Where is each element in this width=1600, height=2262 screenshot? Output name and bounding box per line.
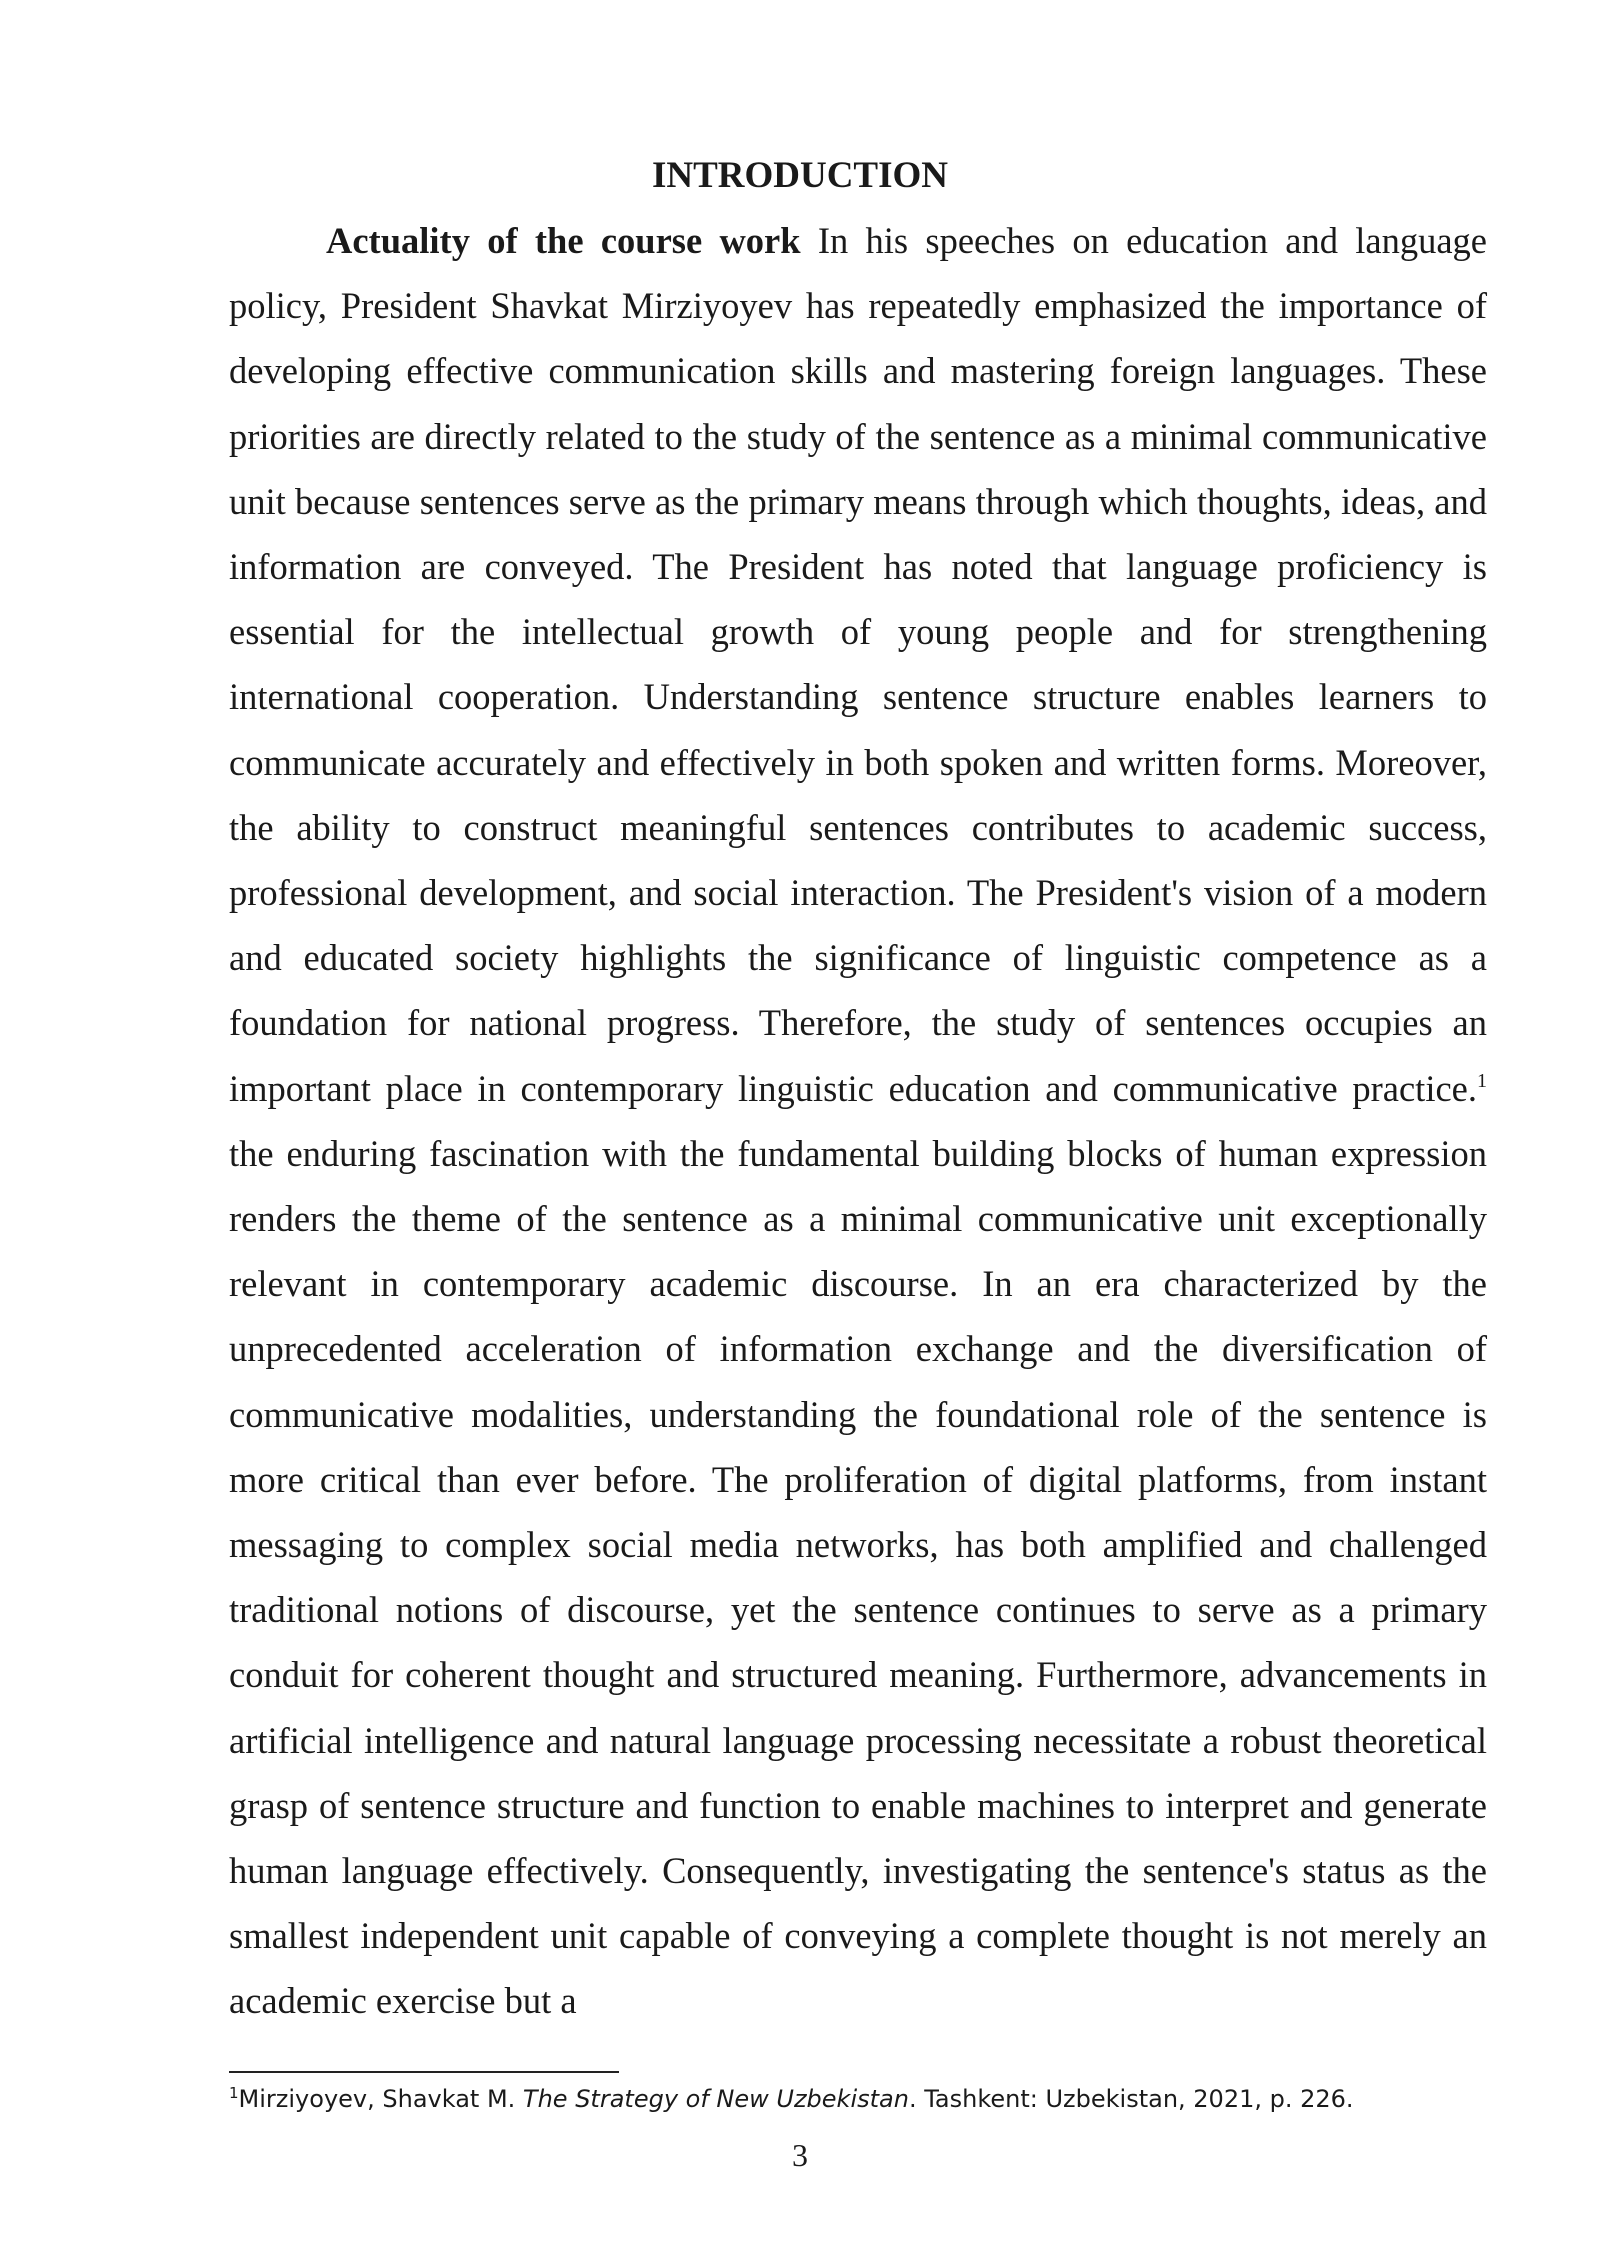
paragraph-text-part1: In his speeches on education and language policy, President Shavkat Mirziyoyev has repeatedly emphasized the importance of developing effective communication skills and mastering foreign languages. These priorities are directly related to the study of the sentence as a minimal communicative unit because sentences serve as the primary means through which thoughts, ideas, and information are conveyed. The President has noted that language proficiency is essential for the intellectual growth of young people and for strengthening international cooperation. Understanding sentence structure enables learners to communicate accurately and effectively in both spoken and written forms. Moreover, the ability to construct meaningful sentences contributes to academic success, professional development, and social interaction. The President's vision of a modern and educated society highlights the significance of linguistic competence as a foundation for national progress. Therefore, the study of sentences occupies an important place in contemporary linguistic education and communicative practice. xyxy=(229,220,1487,1109)
footnote-separator xyxy=(229,2071,619,2073)
footnote-title: The Strategy of New Uzbekistan xyxy=(522,2085,909,2113)
footnote-details: . Tashkent: Uzbekistan, 2021, p. 226. xyxy=(908,2085,1354,2113)
footnote-number: 1 xyxy=(229,2084,239,2102)
paragraph-text-part2: the enduring fascination with the fundamental building blocks of human expression renders the theme of the sentence as a minimal communicative unit exceptionally relevant in contemporary academic discourse. In an era characterized by the unprecedented acceleration of information exchange and the diversification of communicative modalities, understanding the foundational role of the sentence is more critical than ever before. The proliferation of digital platforms, from instant messaging to complex social media networks, has both amplified and challenged traditional notions of discourse, yet the sentence continues to serve as a primary conduit for coherent thought and structured meaning. Furthermore, advancements in artificial intelligence and natural language processing necessitate a robust theoretical grasp of sentence structure and function to enable machines to interpret and generate human language effectively. Consequently, investigating the sentence's status as the smallest independent unit capable of conveying a complete thought is not merely an academic exercise but a xyxy=(229,1132,1487,2022)
footnote-author: Mirziyoyev, Shavkat M. xyxy=(238,2085,523,2113)
footnote xyxy=(229,2082,1487,2116)
section-heading: INTRODUCTION xyxy=(651,155,949,196)
lead-label: Actuality of the course work xyxy=(326,220,801,261)
body-paragraph xyxy=(229,208,1487,2034)
footnote-reference[interactable]: 1 xyxy=(1477,1069,1487,1092)
page-number: 3 xyxy=(792,2137,808,2173)
